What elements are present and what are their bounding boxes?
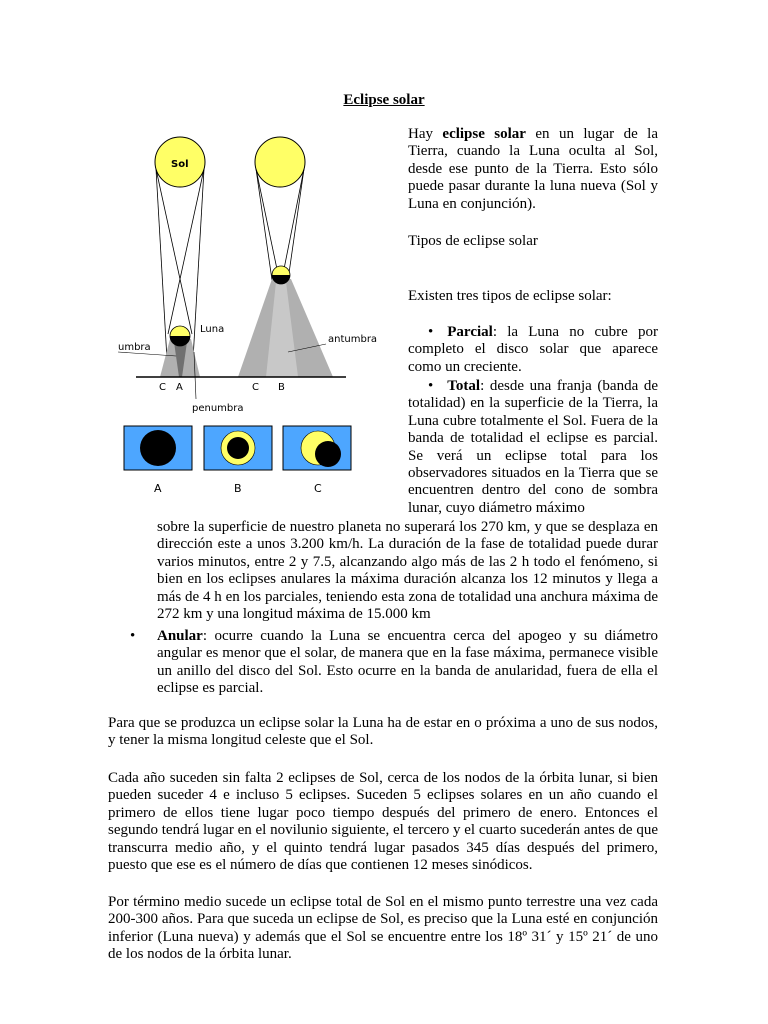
umbra-label: umbra	[118, 342, 151, 353]
penumbra-label: penumbra	[192, 403, 244, 414]
paragraph-nodos: Para que se produzca un eclipse solar la Luna ha de estar en o próxima a uno de sus nodos, y tener la misma longitud celeste que el Sol.	[108, 715, 658, 749]
moon-label: Luna	[200, 324, 225, 335]
text-anular: : ocurre cuando la Luna se encuentra cerca del apogeo y su diámetro angular es menor que el solar, de manera que en la fase máxima, permanece visible un anillo del disco del Sol. Esto ocurre en la banda de anularidad, fuera de ella el eclipse es parcial.	[157, 628, 658, 697]
bullet-total: •	[428, 378, 434, 394]
text-total: : desde una franja (banda de totalidad) en la superficie de la Tierra, la Luna cubre totalmente el Sol. Fuera de la banda de totalidad el eclipse es parcial. Se verá un eclipse total para los observadores situados en la Tierra que se encuentren dentro del cono de sombra lunar, cuyo diámetro máximo	[408, 378, 658, 516]
ground-label-c1: C	[159, 382, 166, 393]
view-label-b: B	[234, 482, 242, 495]
intro-paragraph	[408, 126, 658, 213]
term-total: Total	[447, 378, 481, 394]
type-parcial	[408, 324, 658, 376]
tipos-heading: Tipos de eclipse solar	[408, 233, 538, 249]
intro-after: en un lugar de la Tierra, cuando la Luna oculta al Sol, desde ese punto de la Tierra. Esto sólo puede pasar durante la luna nueva (Sol y Luna en conjunción).	[408, 126, 658, 212]
antumbra-label: antumbra	[328, 334, 378, 345]
sun-label: Sol	[171, 159, 189, 170]
sun-right	[255, 137, 305, 187]
type-total	[408, 378, 658, 517]
bullet-parcial: •	[428, 324, 434, 340]
view-label-c: C	[314, 482, 322, 495]
ground-label-b: B	[278, 382, 285, 393]
ground-label-a: A	[176, 382, 183, 393]
text-parcial: : la Luna no cubre por completo el disco solar que aparece como un creciente.	[408, 324, 658, 375]
type-total-continued: sobre la superficie de nuestro planeta no superará los 270 km, y que se desplaza en dirección este a unos 3.200 km/h. La duración de la fase de totalidad puede durar varios minutos, entre 2 y 7.5, alcanzando algo más de las 2 h todo el fenómeno, si bien en los eclipses anulares la máxima duración alcanza los 12 minutos y llega a más de 4 h en los parciales, teniendo esta zona de totalidad una anchura máxima de 272 km y una longitud máxima de 15.000 km	[157, 519, 658, 623]
intro-before: Hay	[408, 126, 443, 142]
intro-bold-term: eclipse solar	[442, 126, 526, 142]
paragraph-termino-medio: Por término medio sucede un eclipse total de Sol en el mismo punto terrestre una vez cada 200-300 años. Para que suceda un eclipse de Sol, es preciso que la Luna esté en conjunción inferior (Luna nueva) y además que el Sol se encuentre entre los 18º 31´ y 15º 21´ de uno de los nodos de la órbita lunar.	[108, 894, 658, 963]
term-parcial: Parcial	[447, 324, 493, 340]
bullet-anular: •	[130, 628, 136, 644]
ground-label-c2: C	[252, 382, 259, 393]
existen-line: Existen tres tipos de eclipse solar:	[408, 288, 612, 304]
term-anular: Anular	[157, 628, 203, 644]
paragraph-cada-ano: Cada año suceden sin falta 2 eclipses de Sol, cerca de los nodos de la órbita lunar, si bien pueden suceder 4 e incluso 5 eclipses. Suceden 5 eclipses solares en un año cuando el primero de ellos tiene lugar poco tiempo después del primero de enero. Entonces el segundo tendrá lugar en el novilunio siguiente, el tercero y el cuarto sucederán antes de que transcurra medio año, y el quinto tendrá lugar pasados 345 días después del primero, puesto que ese es el número de días que contienen 12 meses sinódicos.	[108, 770, 658, 874]
view-label-a: A	[154, 482, 162, 495]
page-title: Eclipse solar	[343, 92, 425, 108]
eclipse-diagram	[108, 124, 398, 504]
type-anular	[157, 628, 658, 698]
